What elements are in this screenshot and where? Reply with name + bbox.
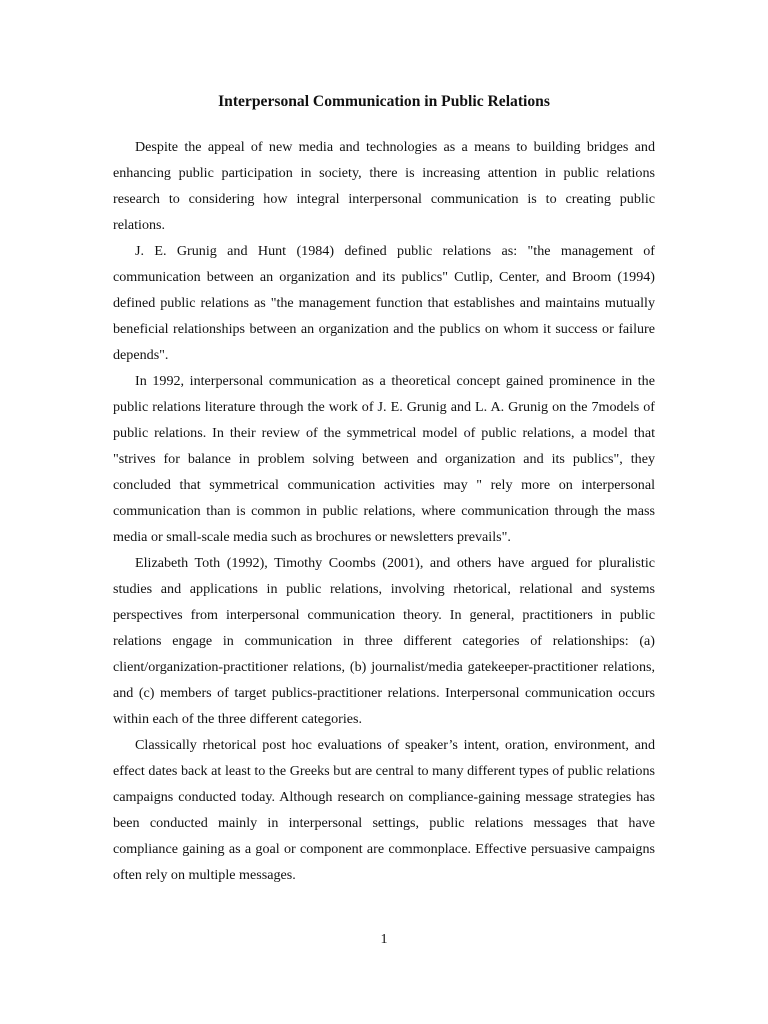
paragraph-intro: Despite the appeal of new media and technologies as a means to building bridges and enhancing public participation in society, there is increasing attention in public relations research to considering how integral interpersonal communication is to creating public relations. [113, 139, 655, 233]
page-number: 1 [380, 931, 388, 947]
paragraph-rhetorical: Classically rhetorical post hoc evaluations of speaker’s intent, oration, environment, and effect dates back at least to the Greeks but are central to many different types of public relations campaigns conducted today. Although research on compliance-gaining message strategies has been conducted mainly in interpersonal settings, public relations messages that have compliance gaining as a goal or component are commonplace. Effective persuasive campaigns often rely on multiple messages. [113, 737, 655, 883]
paragraph-1992: In 1992, interpersonal communication as a theoretical concept gained prominence in the public relations literature through the work of J. E. Grunig and L. A. Grunig on the 7models of public relations. In their review of the symmetrical model of public relations, a model that "strives for balance in problem solving between and organization and its publics", they concluded that symmetrical communication activities may " rely more on interpersonal communication than is common in public relations, where communication through the mass media or small-scale media such as brochures or newsletters prevails". [113, 373, 655, 545]
paragraph-pluralistic: Elizabeth Toth (1992), Timothy Coombs (2001), and others have argued for pluralistic studies and applications in public relations, involving rhetorical, relational and systems perspectives from interpersonal communication theory. In general, practitioners in public relations engage in communication in three different categories of relationships: (a) client/organization-practitioner relations, (b) journalist/media gatekeeper-practitioner relations, and (c) members of target publics-practitioner relations. Interpersonal communication occurs within each of the three different categories. [113, 555, 655, 727]
paragraph-definitions: J. E. Grunig and Hunt (1984) defined public relations as: "the management of communication between an organization and its publics" Cutlip, Center, and Broom (1994) defined public relations as "the management function that establishes and maintains mutually beneficial relationships between an organization and the publics on whom it success or failure depends". [113, 243, 655, 363]
document-title: Interpersonal Communication in Public Relations [218, 93, 550, 110]
